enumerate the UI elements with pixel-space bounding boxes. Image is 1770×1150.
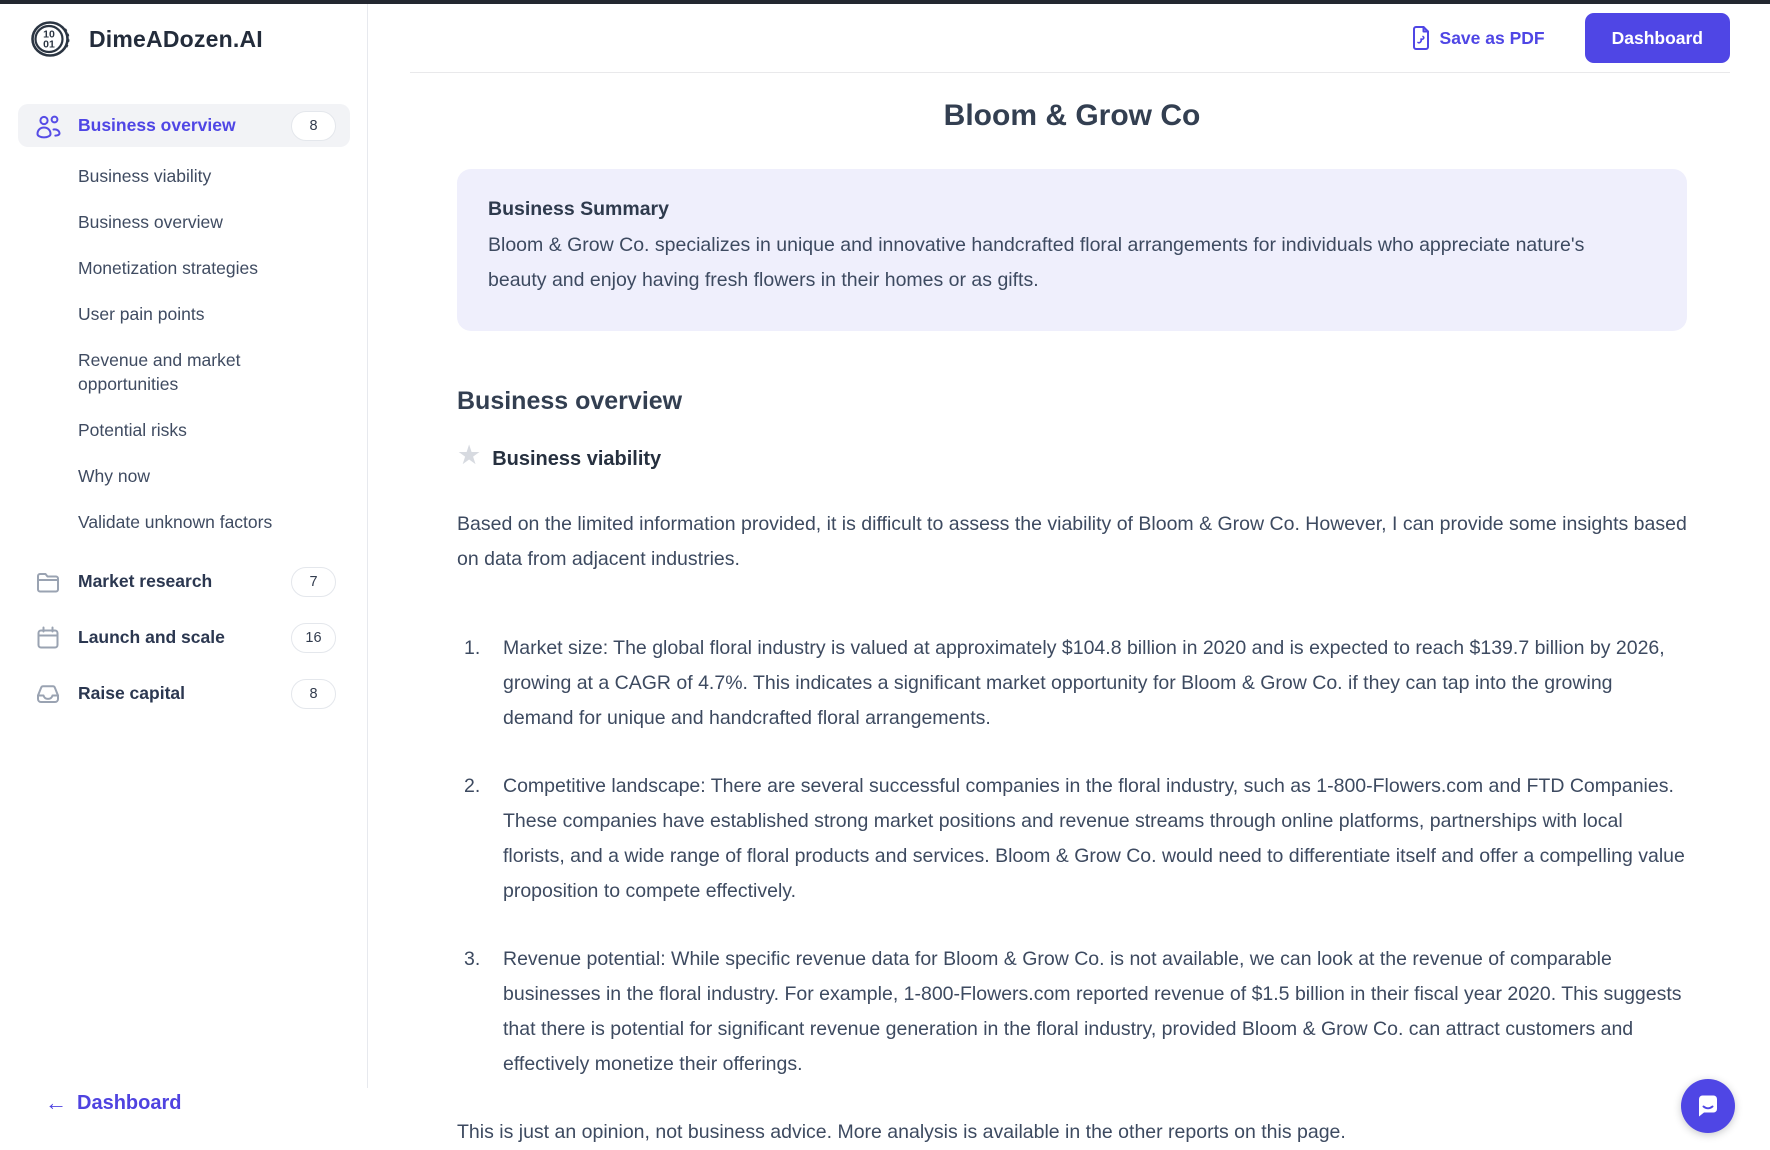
svg-text:01: 01: [43, 39, 55, 51]
sidebar-sub-item[interactable]: Monetization strategies: [78, 245, 290, 291]
sidebar-sub-item[interactable]: Revenue and market opportunities: [78, 337, 290, 407]
list-item-text: Market size: The global floral industry is valued at approximately $104.8 billion in 2020 and is expected to reach $139.7 billion by 2026, growing at a CAGR of 4.7%. This indicates a significant market opportunity for Bloom & Grow Co. if they can tap into the growing demand for unique and handcrafted floral arrangements.: [503, 631, 1687, 736]
topbar: [410, 4, 1730, 73]
item-count-badge: 8: [291, 679, 336, 709]
list-item-text: Revenue potential: While specific revenue data for Bloom & Grow Co. is not available, we can look at the revenue of comparable businesses in the floral industry. For example, 1-800-Flowers.com reported revenue of $1.5 billion in their fiscal year 2020. This suggests that there is potential for significant revenue generation in the floral industry, provided Bloom & Grow Co. can attract customers and effectively monetize their offerings.: [503, 942, 1687, 1082]
subsection-title: Business viability: [492, 448, 661, 471]
users-icon: [34, 112, 62, 140]
sidebar-item-label: Market research: [78, 571, 291, 592]
sidebar-item-label: Launch and scale: [78, 627, 291, 648]
left-arrow-icon: ←: [45, 1090, 67, 1116]
page-title: Bloom & Grow Co: [457, 99, 1687, 133]
back-to-dashboard-link[interactable]: [45, 1090, 181, 1116]
business-summary-card: [457, 169, 1687, 331]
sidebar-sub-item[interactable]: Business overview: [78, 199, 290, 245]
sidebar-sub-item[interactable]: Why now: [78, 453, 290, 499]
window-top-edge: [0, 0, 1770, 4]
inbox-icon: [34, 680, 62, 708]
calendar-icon: [34, 624, 62, 652]
dashboard-button[interactable]: Dashboard: [1585, 13, 1730, 63]
sidebar-item-raise-capital[interactable]: [18, 672, 350, 715]
summary-body: Bloom & Grow Co. specializes in unique and innovative handcrafted floral arrangements for individuals who appreciate nature's beauty and enjoy having fresh flowers in their homes or as gifts.: [488, 228, 1618, 298]
pdf-file-icon: [1411, 26, 1431, 50]
summary-heading: Business Summary: [488, 198, 1656, 221]
sidebar-item-label: Raise capital: [78, 683, 291, 704]
sidebar-item-business-overview[interactable]: [18, 104, 350, 147]
main-area: [368, 4, 1770, 1140]
list-item: [457, 631, 1687, 736]
disclaimer-text: This is just an opinion, not business advice. More analysis is available in the other reports on this page.: [457, 1115, 1687, 1150]
item-count-badge: 7: [291, 567, 336, 597]
list-item-number: 2.: [464, 769, 503, 909]
sidebar-sub-item[interactable]: User pain points: [78, 291, 290, 337]
brand: [0, 4, 368, 58]
sidebar-item-market-research[interactable]: [18, 560, 350, 603]
sidebar-sub-item[interactable]: Potential risks: [78, 407, 290, 453]
item-count-badge: 16: [291, 623, 336, 653]
sidebar-item-launch-and-scale[interactable]: [18, 616, 350, 659]
list-item: [457, 942, 1687, 1082]
save-as-pdf-label: Save as PDF: [1440, 28, 1545, 49]
item-count-badge: 8: [291, 111, 336, 141]
sidebar-sub-item[interactable]: Validate unknown factors: [78, 499, 290, 545]
sidebar: [0, 4, 368, 1140]
sidebar-item-label: Business overview: [78, 115, 291, 136]
sidebar-footer: [0, 1090, 368, 1140]
analysis-points-list: [457, 631, 1687, 1082]
folder-icon: [34, 568, 62, 596]
sidebar-nav: [0, 58, 368, 715]
chat-launcher-button[interactable]: [1681, 1079, 1735, 1133]
chat-bubble-icon: [1694, 1092, 1722, 1120]
back-to-dashboard-label: Dashboard: [77, 1092, 181, 1115]
list-item: [457, 769, 1687, 909]
report-content: [368, 73, 1770, 1150]
sidebar-sub-list: [18, 147, 350, 547]
section-heading: Business overview: [457, 387, 1687, 416]
list-item-number: 1.: [464, 631, 503, 736]
sidebar-sub-item[interactable]: Business viability: [78, 153, 290, 199]
save-as-pdf-button[interactable]: [1411, 26, 1545, 50]
list-item-number: 3.: [464, 942, 503, 1082]
star-icon: ★: [457, 442, 481, 469]
dime-coin-logo-icon: [30, 20, 72, 58]
list-item-text: Competitive landscape: There are several successful companies in the floral industry, such as 1-800-Flowers.com and FTD Companies. These companies have established strong market positions and revenue streams through online platforms, partnerships with local florists, and a wide range of floral products and services. Bloom & Grow Co. would need to differentiate itself and offer a compelling value proposition to compete effectively.: [503, 769, 1687, 909]
brand-name: DimeADozen.AI: [89, 26, 263, 53]
subsection-header: [457, 446, 1687, 473]
svg-text:10: 10: [43, 29, 55, 41]
intro-paragraph: Based on the limited information provided, it is difficult to assess the viability of Bloom & Grow Co. However, I can provide some insights based on data from adjacent industries.: [457, 507, 1687, 577]
